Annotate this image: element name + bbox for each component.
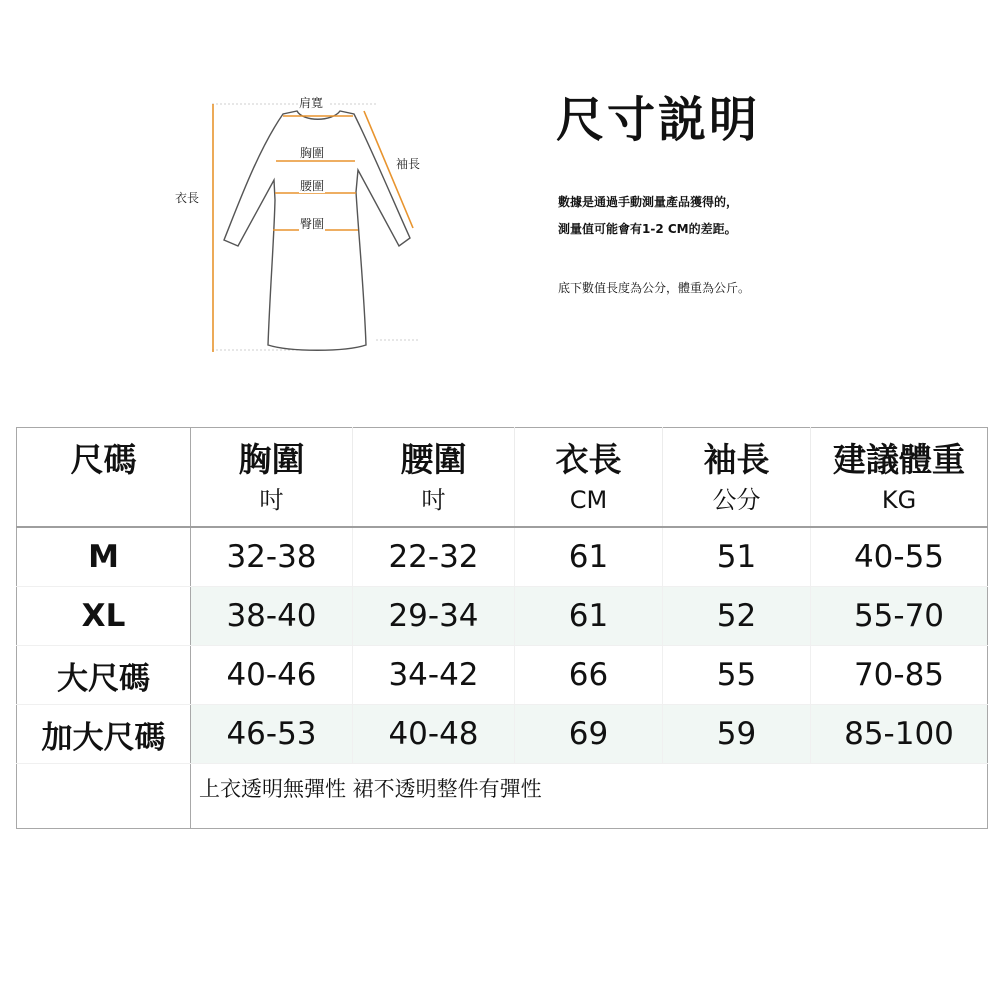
length-cell: 61 (515, 527, 663, 587)
chest-cell: 38-40 (191, 587, 353, 646)
measurement-note-line2: 測量值可能會有1-2 CM的差距。 (558, 222, 737, 236)
header-main: 建議體重 (833, 440, 965, 479)
header-length (515, 428, 663, 528)
page-title: 尺寸説明 (556, 92, 761, 148)
header-main: 腰圍 (400, 440, 467, 479)
size-cell: 加大尺碼 (17, 705, 191, 764)
waist-cell: 34-42 (353, 646, 515, 705)
shoulder-label: 肩寬 (299, 96, 324, 110)
header-unit: KG (881, 486, 917, 514)
weight-cell: 70-85 (811, 646, 988, 705)
header-main: 尺碼 (70, 440, 137, 479)
chest-cell: 40-46 (191, 646, 353, 705)
table-row (17, 587, 988, 646)
table-footnote-row (17, 764, 988, 829)
header-sleeve (663, 428, 811, 528)
header-size (17, 428, 191, 528)
sleeve-cell: 52 (663, 587, 811, 646)
sleeve-cell: 59 (663, 705, 811, 764)
waist-cell: 29-34 (353, 587, 515, 646)
dress-measurement-diagram (0, 0, 460, 380)
measurement-note-line1: 數據是通過手動測量產品獲得的， (558, 195, 739, 209)
weight-cell: 40-55 (811, 527, 988, 587)
table-row (17, 705, 988, 764)
size-cell: M (17, 527, 191, 587)
header-unit: 吋 (421, 486, 446, 514)
chest-cell: 46-53 (191, 705, 353, 764)
length-label: 衣長 (175, 191, 200, 205)
size-cell: 大尺碼 (17, 646, 191, 705)
header-main: 衣長 (555, 440, 622, 479)
size-cell: XL (17, 587, 191, 646)
chest-cell: 32-38 (191, 527, 353, 587)
sleeve-label: 袖長 (396, 157, 421, 171)
header-chest (191, 428, 353, 528)
header-unit: 吋 (259, 486, 284, 514)
sleeve-cell: 55 (663, 646, 811, 705)
weight-cell: 55-70 (811, 587, 988, 646)
waist-label: 腰圍 (300, 179, 325, 193)
footnote-empty-cell (17, 764, 191, 829)
table-row (17, 527, 988, 587)
header-weight (811, 428, 988, 528)
size-table (16, 427, 988, 829)
sleeve-cell: 51 (663, 527, 811, 587)
table-row (17, 646, 988, 705)
length-cell: 69 (515, 705, 663, 764)
header-unit: CM (569, 486, 608, 514)
chest-label: 胸圍 (300, 146, 325, 160)
header-main: 袖長 (703, 440, 770, 479)
table-header-row (17, 428, 988, 528)
waist-cell: 22-32 (353, 527, 515, 587)
fabric-footnote: 上衣透明無彈性 裙不透明整件有彈性 (199, 777, 542, 801)
header-unit: 公分 (712, 486, 761, 514)
waist-cell: 40-48 (353, 705, 515, 764)
length-cell: 61 (515, 587, 663, 646)
weight-cell: 85-100 (811, 705, 988, 764)
header-waist (353, 428, 515, 528)
header-main: 胸圍 (238, 440, 305, 479)
unit-note: 底下數值長度為公分，體重為公斤。 (558, 281, 751, 295)
length-cell: 66 (515, 646, 663, 705)
hip-label: 臀圍 (300, 217, 325, 231)
